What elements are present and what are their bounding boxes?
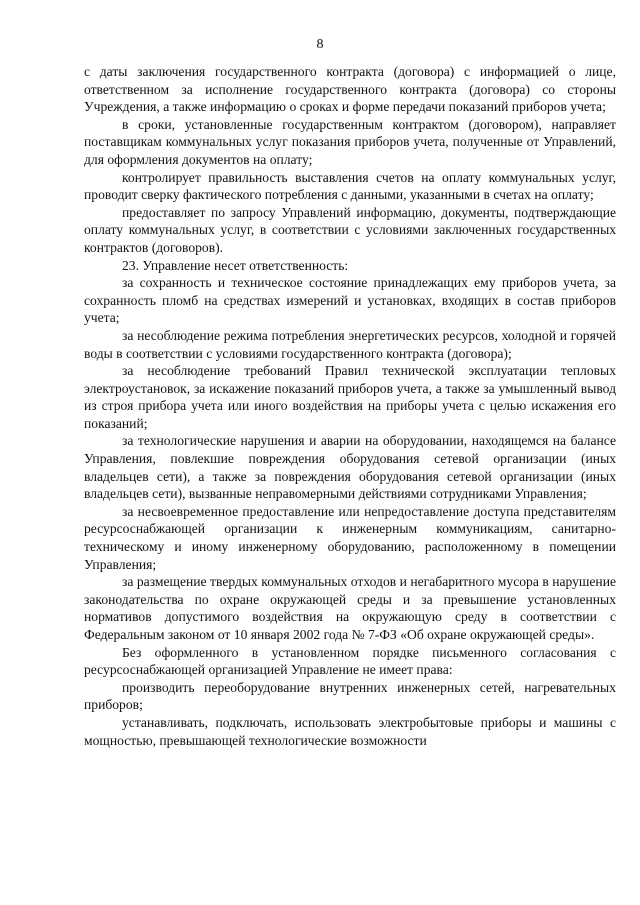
paragraph: предоставляет по запросу Управлений информацию, документы, подтверждающие оплату коммунальных услуг, в соответствии с условиями заключенных государственных контрактов (договоров). [84, 204, 616, 255]
section-heading: 23. Управление несет ответственность: [122, 257, 349, 273]
paragraph: Без оформленного в установленном порядке письменного согласования с ресурсоснабжающей организацией Управление не имеет права: [84, 644, 616, 678]
paragraph: устанавливать, подключать, использовать электробытовые приборы и машины с мощностью, превышающей технологические возможности [84, 714, 616, 748]
paragraph: за технологические нарушения и аварии на оборудовании, находящемся на балансе Управления, повлекшие повреждения оборудования сетевой организации (иных владельцев сети), а также за повреждения оборудования сетевой организации (иных владельцев сети), вызванные неправомерными действиями сотрудниками Управления; [84, 433, 616, 502]
paragraph: в сроки, установленные государственным контрактом (договором), направляет поставщикам коммунальных услуг показания приборов учета, полученные от Управлений, для оформления документов на оплату; [84, 116, 616, 167]
paragraph: за размещение твердых коммунальных отходов и негабаритного мусора в нарушение законодательства по охране окружающей среды и за превышение установленных нормативов допустимого воздействия на окружающую среду в соответствии с Федеральным законом от 10 января 2002 года № 7-ФЗ «Об охране окружающей среды». [84, 574, 616, 642]
paragraph: за несоблюдение режима потребления энергетических ресурсов, холодной и горячей воды в соответствии с условиями государственного контракта (договора); [84, 327, 616, 361]
page-number: 8 [316, 37, 324, 52]
paragraph: за сохранность и техническое состояние принадлежащих ему приборов учета, за сохранность пломб на средствах измерений и установках, входящих в состав приборов учета; [84, 275, 616, 326]
paragraph: с даты заключения государственного контракта (договора) с информацией о лице, ответственном за исполнение государственного контракта (договора) со стороны Учреждения, а также информацию о сроках и форме передачи показаний приборов учета; [84, 64, 616, 115]
paragraph: производить переоборудование внутренних инженерных сетей, нагревательных приборов; [84, 679, 616, 713]
paragraph: за несвоевременное предоставление или непредоставление доступа представителям ресурсоснабжающей организации к инженерным коммуникациям, санитарно-техническому и иному инженерному оборудованию, расположенному в помещении Управления; [84, 503, 616, 572]
body-text [84, 63, 616, 749]
paragraph: за несоблюдение требований Правил технической эксплуатации тепловых электроустановок, за искажение показаний приборов учета, а также за умышленный вывод из строя прибора учета или иного воздействия на приборы учета с целью искажения его показаний; [84, 363, 616, 431]
paragraph: контролирует правильность выставления счетов на оплату коммунальных услуг, проводит сверку фактического потребления с данными, указанными в счетах на оплату; [84, 169, 616, 203]
